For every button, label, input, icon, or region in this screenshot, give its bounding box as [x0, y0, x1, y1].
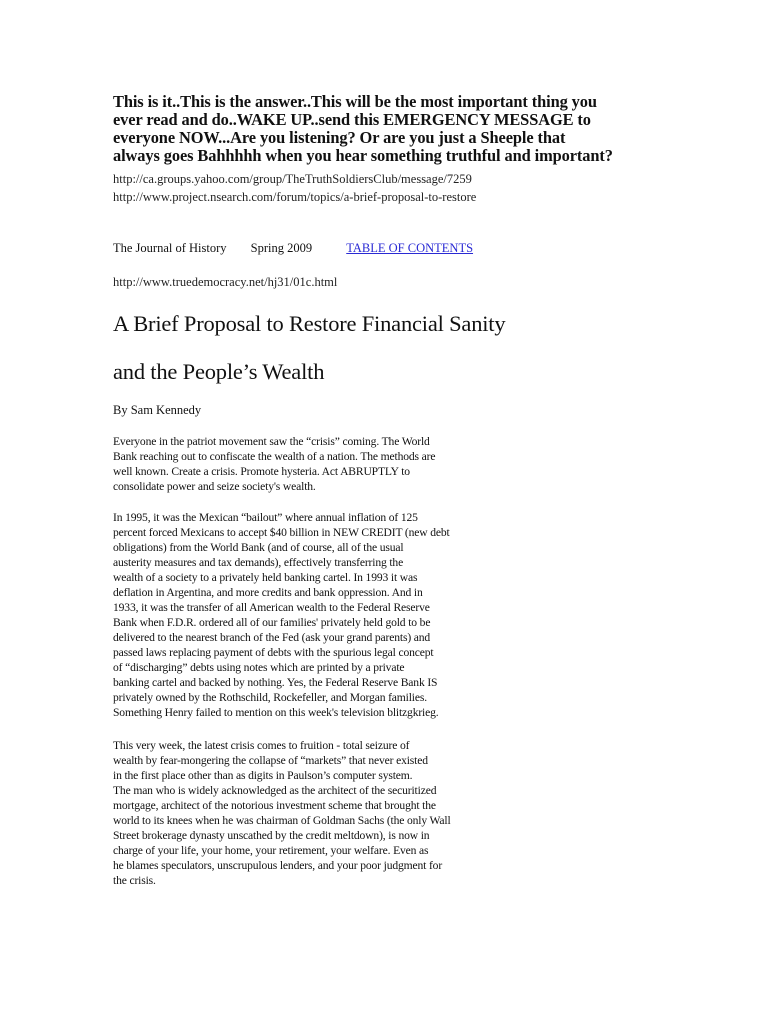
journal-season: Spring 2009 — [250, 241, 313, 255]
paragraph-line: wealth of a society to a privately held banking cartel. In 1993 it was — [113, 571, 418, 584]
paragraph-line: of “discharging” debts using notes which are printed by a private — [113, 661, 405, 674]
paragraph-line: Street brokerage dynasty unscathed by the credit meltdown), is now in — [113, 829, 430, 842]
journal-name: The Journal of History — [113, 241, 227, 255]
source-url-yahoo: http://ca.groups.yahoo.com/group/TheTruthSoldiersClub/message/7259 — [113, 172, 472, 186]
paragraph-line: the crisis. — [113, 874, 156, 887]
paragraph-line: consolidate power and seize society's wealth. — [113, 480, 316, 493]
paragraph-line: he blames speculators, unscrupulous lenders, and your poor judgment for — [113, 859, 443, 872]
paragraph-line: wealth by fear-mongering the collapse of “markets” that never existed — [113, 754, 428, 767]
paragraph-line: obligations) from the World Bank (and of course, all of the usual — [113, 541, 404, 554]
paragraph-line: deflation in Argentina, and more credits and bank oppression. And in — [113, 586, 423, 599]
paragraph-line: In 1995, it was the Mexican “bailout” where annual inflation of 125 — [113, 511, 418, 524]
paragraph-line: Bank reaching out to confiscate the wealth of a nation. The methods are — [113, 450, 436, 463]
paragraph-line: Bank when F.D.R. ordered all of our families' privately held gold to be — [113, 616, 431, 629]
paragraph-line: delivered to the nearest branch of the Fed (ask your grand parents) and — [113, 631, 431, 644]
paragraph-line: well known. Create a crisis. Promote hysteria. Act ABRUPTLY to — [113, 465, 410, 478]
paragraph-line: world to its knees when he was chairman of Goldman Sachs (the only Wall — [113, 814, 451, 827]
article-title-line-2: and the People’s Wealth — [113, 359, 325, 384]
paragraph-line: 1933, it was the transfer of all American wealth to the Federal Reserve — [113, 601, 430, 614]
intro-line: This is it..This is the answer..This will be the most important thing you — [113, 92, 597, 111]
paragraph-line: Everyone in the patriot movement saw the “crisis” coming. The World — [113, 435, 430, 448]
paragraph-line: Something Henry failed to mention on this week's television blitzgkrieg. — [113, 706, 439, 719]
journal-info-row — [113, 241, 473, 256]
byline: By Sam Kennedy — [113, 403, 202, 417]
paragraph-line: banking cartel and backed by nothing. Yes, the Federal Reserve Bank IS — [113, 676, 438, 689]
paragraph-line: charge of your life, your home, your retirement, your welfare. Even as — [113, 844, 429, 857]
paragraph-line: in the first place other than as digits in Paulson’s computer system. — [113, 769, 413, 782]
paragraph-line: privately owned by the Rothschild, Rockefeller, and Morgan families. — [113, 691, 427, 704]
paragraph-1 — [113, 434, 435, 494]
paragraph-line: mortgage, architect of the notorious investment scheme that brought the — [113, 799, 436, 812]
paragraph-line: austerity measures and tax demands), effectively transferring the — [113, 556, 404, 569]
paragraph-line: passed laws replacing payment of debts with the spurious legal concept — [113, 646, 434, 659]
table-of-contents-link[interactable]: TABLE OF CONTENTS — [346, 241, 474, 255]
intro-line: ever read and do..WAKE UP..send this EMERGENCY MESSAGE to — [113, 110, 591, 129]
article-title-line-1: A Brief Proposal to Restore Financial Sanity — [113, 311, 506, 336]
intro-line: everyone NOW...Are you listening? Or are you just a Sheeple that — [113, 128, 566, 147]
article-url: http://www.truedemocracy.net/hj31/01c.html — [113, 275, 338, 289]
paragraph-2 — [113, 510, 450, 720]
intro-warning-text — [113, 93, 673, 165]
paragraph-line: percent forced Mexicans to accept $40 billion in NEW CREDIT (new debt — [113, 526, 450, 539]
intro-line: always goes Bahhhhh when you hear something truthful and important? — [113, 146, 613, 165]
source-url-nsearch: http://www.project.nsearch.com/forum/topics/a-brief-proposal-to-restore — [113, 190, 477, 204]
paragraph-3 — [113, 738, 451, 888]
paragraph-line: This very week, the latest crisis comes to fruition - total seizure of — [113, 739, 410, 752]
paragraph-line: The man who is widely acknowledged as the architect of the securitized — [113, 784, 437, 797]
